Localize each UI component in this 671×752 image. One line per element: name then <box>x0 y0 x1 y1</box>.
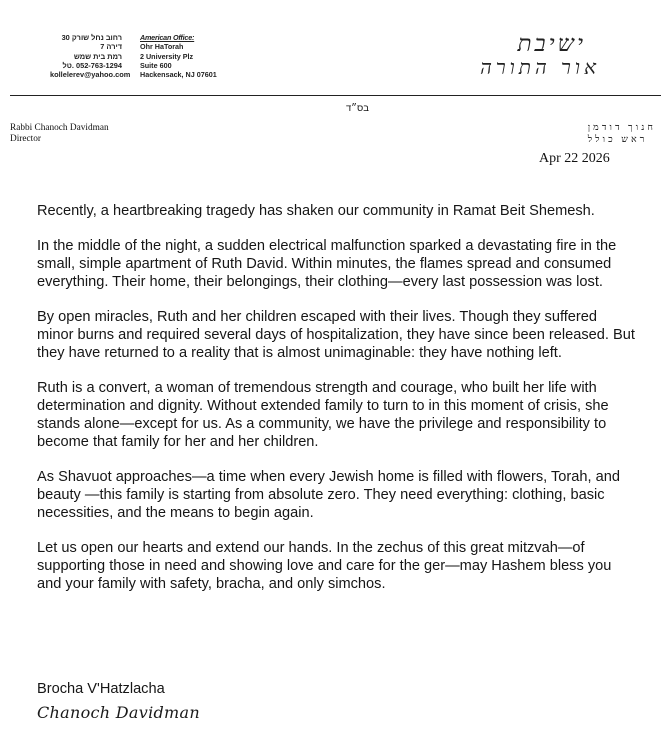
us-address-line: Ohr HaTorah <box>140 42 184 52</box>
header-divider <box>10 95 661 96</box>
sender-title: Director <box>10 134 41 144</box>
us-address-line: Suite 600 <box>140 60 172 70</box>
paragraph: Let us open our hearts and extend our hands. In the zechus of this great mitzvah—of supporting those in need and showing love and care for the ger—may Hashem bless you and your family with safety, bracha, and only simchos. <box>37 540 612 592</box>
us-address-line: Hackensack, NJ 07601 <box>140 70 217 80</box>
closing-line: Brocha V'Hatzlacha <box>37 681 165 697</box>
logo-line-1: ישיבת <box>517 31 586 57</box>
letter-body <box>37 203 637 611</box>
contact-email[interactable]: kollelerev@yahoo.com <box>50 70 131 80</box>
logo-line-2: אור התורה <box>480 55 600 79</box>
paragraph: As Shavuot approaches—a time when every Jewish home is filled with flowers, Torah, and beauty —this family is starting from absolute zero. They need everything: clothing, basic necessities, and the means to begin again. <box>37 469 620 521</box>
us-office-heading: American Office: <box>140 33 195 42</box>
bsd-mark: בס״ד <box>346 103 369 114</box>
sender-title-hebrew: ראש כולל <box>587 135 648 145</box>
paragraph: Recently, a heartbreaking tragedy has shaken our community in Ramat Beit Shemesh. <box>37 203 595 219</box>
us-address <box>140 33 250 79</box>
israel-address-line: רחוב נחל שורק 30 <box>61 33 122 42</box>
letter-date: Apr 22 2026 <box>539 151 610 166</box>
sender-name-hebrew: חנוך דודמן <box>587 123 656 133</box>
paragraph: In the middle of the night, a sudden electrical malfunction sparked a devastating fire in the small, simple apartment of Ruth David. Within minutes, the flames spread and consumed everything. Their home, their belongings, their clothing—every last possession was lost. <box>37 238 617 290</box>
sender-block <box>10 123 109 145</box>
sender-name: Rabbi Chanoch Davidman <box>10 123 109 133</box>
israel-address <box>50 33 131 80</box>
israel-address-line: דירה 7 <box>100 42 122 52</box>
israel-address-line: רמת בית שמש <box>73 51 122 61</box>
us-address-line: 2 University Plz <box>140 51 194 61</box>
sender-block-hebrew <box>588 122 656 146</box>
paragraph: Ruth is a convert, a woman of tremendous strength and courage, who built her life with determination and dignity. Without extended family to turn to in this moment of crisis, she stands alone—except for us. As a community, we have the privilege and responsibility to become that family for her and her children. <box>37 380 609 450</box>
yeshiva-logo <box>410 32 600 78</box>
handwritten-signature: Chanoch Davidman <box>37 703 200 722</box>
israel-phone: 052-763-1294 .טל <box>62 60 122 70</box>
paragraph: By open miracles, Ruth and her children escaped with their lives. Though they suffered minor burns and required several days of hospitalization, they have since been released. But they have returned to a reality that is almost unimaginable: they have nothing left. <box>37 309 635 361</box>
